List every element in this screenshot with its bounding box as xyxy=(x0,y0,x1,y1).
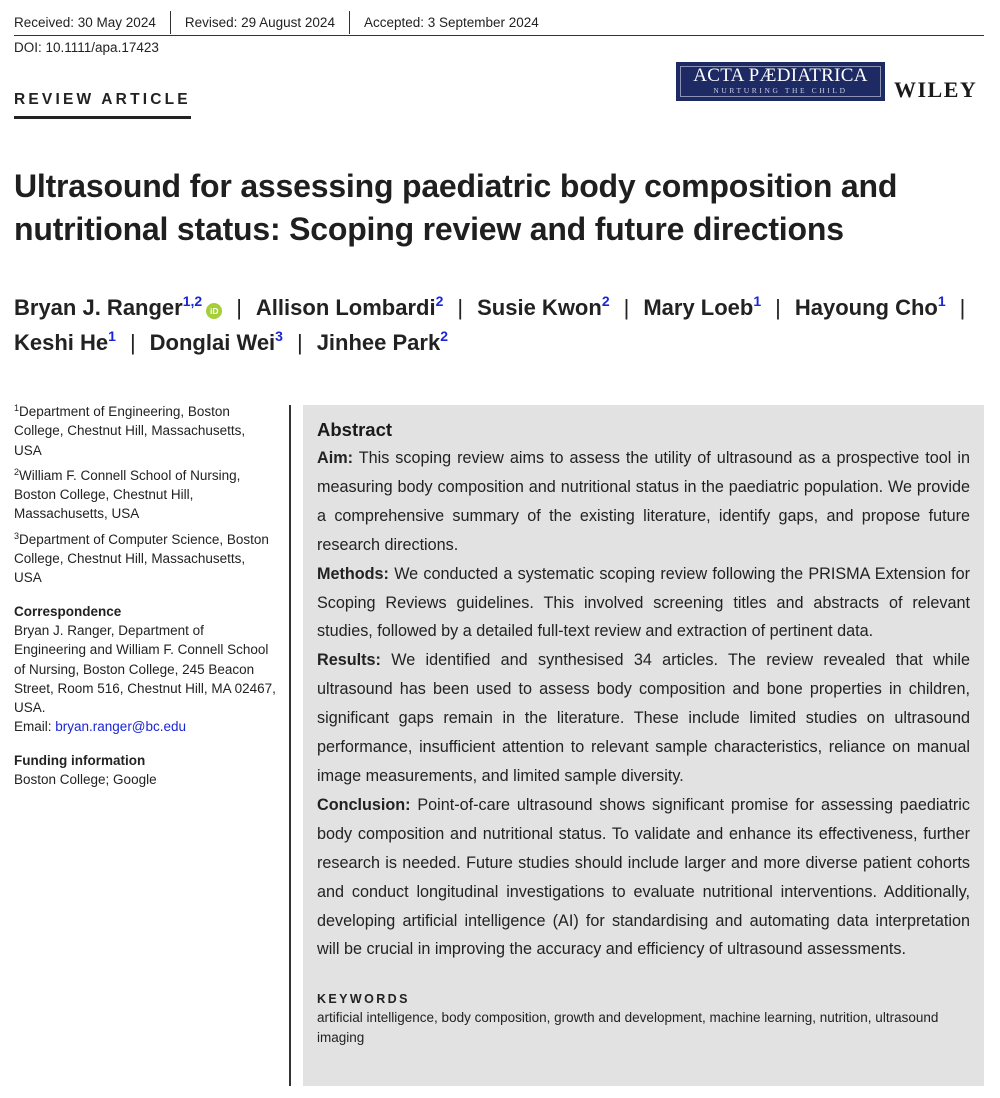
author-affiliation-ref[interactable]: 1 xyxy=(753,293,762,309)
affiliation-number: 3 xyxy=(14,530,20,541)
abstract-heading: Abstract xyxy=(317,419,393,440)
author-affiliation-ref[interactable]: 1,2 xyxy=(182,293,203,309)
affiliation-text: Department of Computer Science, Boston College, Chestnut Hill, Massachusetts, USA xyxy=(14,531,269,586)
author-separator: | xyxy=(775,295,781,320)
abstract-methods xyxy=(317,560,970,647)
header-divider xyxy=(14,35,984,36)
author-affiliation-ref[interactable]: 2 xyxy=(601,293,610,309)
keywords-list: artificial intelligence, body composition, growth and development, machine learning, nutrition, ultrasound imaging xyxy=(317,1010,939,1046)
author-separator: | xyxy=(236,295,242,320)
correspondence-email-line xyxy=(14,717,276,736)
affiliation-text: Department of Engineering, Boston College, Chestnut Hill, Massachusetts, USA xyxy=(14,404,246,458)
email-label: Email: xyxy=(14,719,56,735)
author-affiliation-ref[interactable]: 3 xyxy=(275,328,283,344)
correspondence-text: Bryan J. Ranger, Department of Engineering and William F. Connell School of Nursing, Boston College, 245 Beacon Street, Room 516, Chestnut Hill, MA 02467, USA. xyxy=(14,622,276,716)
affiliation-number: 2 xyxy=(14,466,20,477)
author-separator: | xyxy=(959,295,966,320)
publication-dates xyxy=(14,11,553,34)
author[interactable] xyxy=(317,330,448,355)
author-affiliation-ref[interactable]: 2 xyxy=(440,328,448,344)
journal-logo-tagline: NURTURING THE CHILD xyxy=(713,86,848,95)
article-info-sidebar xyxy=(14,402,276,789)
publisher-logo[interactable]: WILEY xyxy=(894,77,978,102)
results-text: We identified and synthesised 34 articles. The review revealed that while ultrasound has been used to assess body composition and bone properties in children, significant gaps remain in the literature. These include limited studies on ultrasound performance, insufficient attention to relevant sample characteristics, reliance on manual image measurements, and limited sample diversity. xyxy=(317,651,971,785)
abstract-conclusion xyxy=(317,791,970,964)
author-affiliation-ref[interactable]: 2 xyxy=(435,293,444,309)
doi[interactable]: DOI: 10.1111/apa.17423 xyxy=(14,40,159,55)
author-affiliation-ref[interactable]: 1 xyxy=(937,293,946,309)
author-separator: | xyxy=(457,295,464,320)
funding-text: Boston College; Google xyxy=(14,772,157,788)
affiliation xyxy=(14,402,276,460)
author-name: Bryan J. Ranger xyxy=(14,295,183,320)
received-date: Received: 30 May 2024 xyxy=(14,15,156,30)
author[interactable] xyxy=(14,330,116,355)
author-separator: | xyxy=(129,330,136,355)
aim-text: This scoping review aims to assess the utility of ultrasound as a prospective tool in measuring body composition and nutritional status in the paediatric population. We provide a comprehensive summary of the existing literature, identify gaps, and propose future research directions. xyxy=(317,449,970,554)
correspondence-heading: Correspondence xyxy=(14,603,122,619)
author-name: Keshi He xyxy=(14,330,109,355)
author-name: Mary Loeb xyxy=(643,295,754,320)
conclusion-label: Conclusion: xyxy=(317,795,411,814)
author[interactable] xyxy=(150,330,283,355)
author-name: Hayoung Cho xyxy=(794,295,938,320)
conclusion-text: Point-of-care ultrasound shows significant promise for assessing paediatric body composition and nutritional status. To validate and enhance its effectiveness, further research is needed. Future studies should include larger and more diverse patient cohorts and conduct longitudinal investigations to evaluate nutritional interventions. Additionally, developing artificial intelligence (AI) for standardising and automating data interpretation will be crucial in improving the accuracy and efficiency of ultrasound assessments. xyxy=(317,795,970,959)
author-list xyxy=(14,290,989,360)
results-label: Results: xyxy=(317,651,381,670)
journal-logo-name: ACTA PÆDIATRICA xyxy=(693,65,868,86)
affiliation-number: 1 xyxy=(14,403,20,413)
author-separator: | xyxy=(296,330,303,355)
abstract-aim xyxy=(317,444,970,560)
column-divider xyxy=(289,405,291,1086)
affiliation xyxy=(14,466,276,524)
author[interactable] xyxy=(477,295,609,320)
article-type: REVIEW ARTICLE xyxy=(14,91,191,119)
journal-logo[interactable] xyxy=(676,62,885,101)
author-name: Jinhee Park xyxy=(316,330,441,355)
accepted-date: Accepted: 3 September 2024 xyxy=(349,11,553,34)
methods-text: We conducted a systematic scoping review following the PRISMA Extension for Scoping Reviews guidelines. This involved screening titles and abstracts of relevant studies, followed by a detailed full-text review and extraction of pertinent data. xyxy=(317,564,970,641)
methods-label: Methods: xyxy=(317,564,389,583)
author[interactable] xyxy=(14,295,222,320)
affiliation-text: William F. Connell School of Nursing, Boston College, Chestnut Hill, Massachusetts, USA xyxy=(14,467,241,522)
author-name: Allison Lombardi xyxy=(255,295,436,320)
orcid-icon[interactable]: iD xyxy=(206,303,222,319)
author-name: Susie Kwon xyxy=(477,295,602,320)
author-affiliation-ref[interactable]: 1 xyxy=(108,328,116,344)
revised-date: Revised: 29 August 2024 xyxy=(170,11,349,34)
abstract-box xyxy=(303,405,984,1086)
author-separator: | xyxy=(623,295,630,320)
abstract-results xyxy=(317,646,970,791)
email-link[interactable]: bryan.ranger@bc.edu xyxy=(55,719,187,735)
author[interactable] xyxy=(643,295,761,320)
funding-heading: Funding information xyxy=(14,752,146,768)
author[interactable] xyxy=(795,295,946,320)
author-name: Donglai Wei xyxy=(149,330,276,355)
keywords-heading: KEYWORDS xyxy=(317,992,410,1007)
aim-label: Aim: xyxy=(317,449,353,467)
affiliation xyxy=(14,530,276,588)
article-title: Ultrasound for assessing paediatric body composition and nutritional status: Scoping review and future directions xyxy=(14,168,898,247)
author[interactable] xyxy=(256,295,443,320)
